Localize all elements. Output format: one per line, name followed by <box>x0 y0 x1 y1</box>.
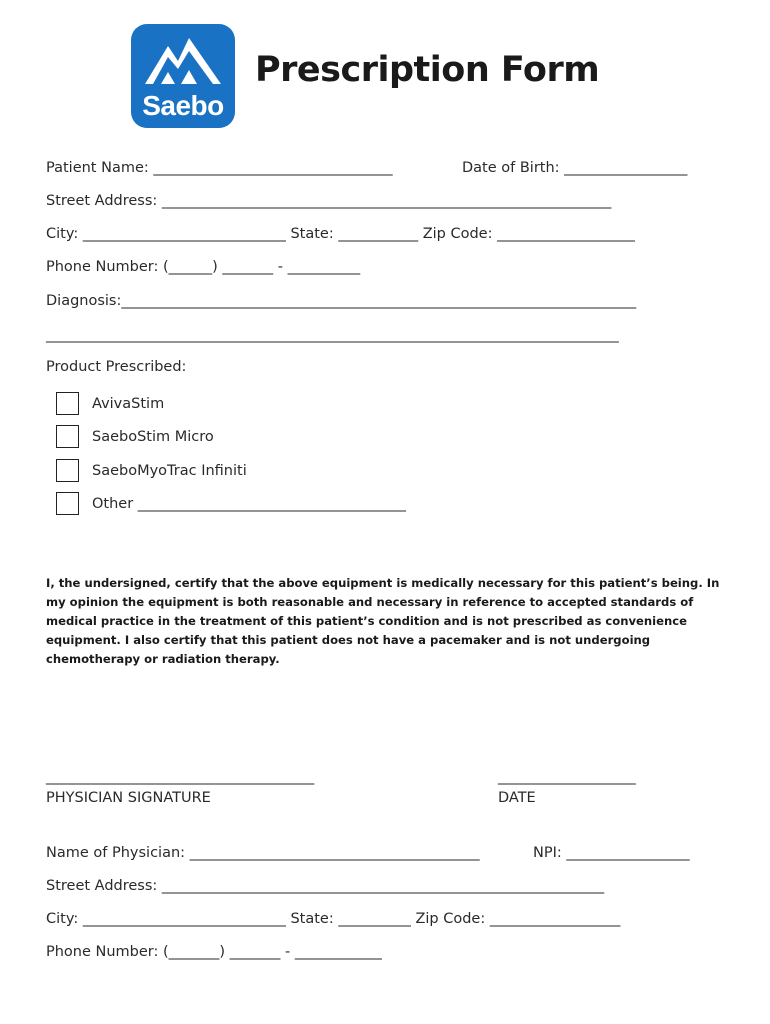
physician-signature-label: PHYSICIAN SIGNATURE <box>46 790 211 806</box>
patient-street-address-field[interactable]: Street Address: ______________________________________________________________ <box>46 193 612 209</box>
saebostim-micro-checkbox[interactable] <box>56 425 79 448</box>
logo-wordmark: Saebo <box>142 90 224 121</box>
date-label: DATE <box>498 790 536 806</box>
npi-field[interactable]: NPI: _________________ <box>533 845 690 861</box>
product-prescribed-label: Product Prescribed: <box>46 359 187 375</box>
diagnosis-field-continued[interactable]: _______________________________________________________________________________ <box>46 327 619 343</box>
other-product-field[interactable]: Other _____________________________________ <box>92 496 407 512</box>
patient-name-field[interactable]: Patient Name: _________________________________ <box>46 160 393 176</box>
physician-signature-line[interactable]: _____________________________________ <box>46 769 315 785</box>
physician-city-state-zip-field[interactable]: City: ____________________________ State: __________ Zip Code: __________________ <box>46 911 621 927</box>
patient-city-state-zip-field[interactable]: City: ____________________________ State: ___________ Zip Code: ___________________ <box>46 226 635 242</box>
date-line[interactable]: ___________________ <box>498 769 636 785</box>
patient-phone-field[interactable]: Phone Number: (______) _______ - __________ <box>46 259 361 275</box>
avivastim-checkbox[interactable] <box>56 392 79 415</box>
avivastim-label: AvivaStim <box>92 396 165 412</box>
physician-street-address-field[interactable]: Street Address: _____________________________________________________________ <box>46 878 605 894</box>
physician-name-field[interactable]: Name of Physician: ________________________________________ <box>46 845 480 861</box>
saebo-logo <box>131 24 235 128</box>
saebomyotrac-infiniti-checkbox[interactable] <box>56 459 79 482</box>
diagnosis-field[interactable]: Diagnosis:_______________________________________________________________________ <box>46 293 637 309</box>
saebostim-micro-label: SaeboStim Micro <box>92 429 214 445</box>
certification-statement: I, the undersigned, certify that the above equipment is medically necessary for this patient’s being. In my opinion the equipment is both reasonable and necessary in reference to accepted standards of medical practice in the treatment of this patient’s condition and is not prescribed as convenience equipment. I also certify that this patient does not have a pacemaker and is not undergoing chemotherapy or radiation therapy. <box>46 576 720 666</box>
other-product-checkbox[interactable] <box>56 492 79 515</box>
physician-phone-field[interactable]: Phone Number: (_______) _______ - ____________ <box>46 944 382 960</box>
page-title: Prescription Form <box>255 50 600 90</box>
saebomyotrac-infiniti-label: SaeboMyoTrac Infiniti <box>92 463 247 479</box>
date-of-birth-field[interactable]: Date of Birth: _________________ <box>462 160 688 176</box>
